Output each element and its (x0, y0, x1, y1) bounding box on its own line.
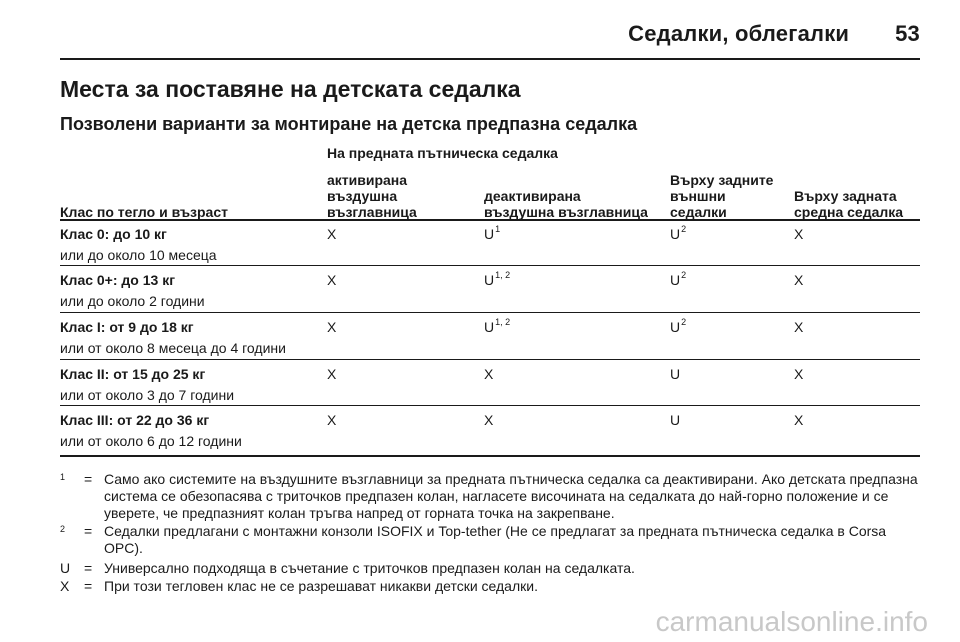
col-header-airbag-off: деактивирана въздушна възглавница (484, 188, 648, 220)
row-subtitle: или от около 8 месеца до 4 години (60, 340, 286, 356)
col-header-class: Клас по тегло и възраст (60, 204, 228, 220)
cell-airbag-on: X (327, 366, 337, 382)
footnote-equals: = (84, 523, 93, 539)
cell-airbag-on: X (327, 226, 337, 242)
section-title: Седалки, облегалки (628, 21, 850, 46)
row-subtitle: или до около 10 месеца (60, 247, 217, 263)
cell-airbag-off: U$^{1, 2}$ (484, 270, 511, 288)
cell-airbag-off: X (484, 412, 494, 428)
footnote-marker: X (60, 578, 70, 594)
table-head-rule (60, 219, 920, 221)
row-subtitle: или от около 6 до 12 години (60, 433, 242, 449)
footnote-marker: 1 (60, 472, 66, 482)
cell-airbag-off: U$^{1, 2}$ (484, 317, 511, 335)
table-subtitle: Позволени варианти за монтиране на детска предпазна седалка (60, 114, 638, 134)
cell-rear-outer: $U^2$ (670, 270, 687, 288)
footnote-text: Само ако системите на въздушните възглавници за предната пътническа седалка са деактивирани. Ако детската предпазна система се обезопасява с триточков предпазен колан, нагласете височината на седалката до най-горно положение и се уверете, че предпазният колан тръгва напред от горната точка на закрепване. (104, 471, 918, 521)
row-divider (60, 359, 920, 360)
footnote-text: Седалки предлагани с монтажни конзоли ISOFIX и Top-tether (Не се предлагат за предната пътническа седалка в Corsa OPC). (104, 523, 887, 556)
row-subtitle: или до около 2 години (60, 293, 205, 309)
cell-rear-middle: X (794, 226, 804, 242)
footnote-marker: U (60, 560, 71, 576)
footnote-u (60, 560, 922, 577)
cell-rear-outer: U (670, 366, 681, 382)
footnote-equals: = (84, 560, 93, 576)
row-divider (60, 405, 920, 406)
watermark: carmanualsonline.info (655, 606, 928, 637)
cell-airbag-off: X (484, 366, 494, 382)
row-divider (60, 265, 920, 266)
cell-rear-middle: X (794, 319, 804, 335)
table-bottom-rule (60, 455, 920, 457)
cell-airbag-on: X (327, 272, 337, 288)
page-header (60, 14, 920, 54)
footnote-equals: = (84, 471, 93, 487)
row-divider (60, 312, 920, 313)
row-title: Клас II: от 15 до 25 кг (60, 366, 206, 382)
cell-rear-middle: X (794, 412, 804, 428)
cell-airbag-off: $U^1$ (484, 224, 501, 242)
cell-rear-outer: $U^2$ (670, 317, 687, 335)
page-title: Места за поставяне на детската седалка (60, 76, 521, 102)
header-divider (60, 58, 920, 60)
col-header-rear-outer: Върху задните външни седалки (670, 172, 774, 220)
footnote-2 (60, 523, 922, 557)
footnote-marker: 2 (60, 524, 66, 534)
footnote-text: Универсално подходяща в съчетание с триточков предпазен колан на седалката. (104, 560, 635, 576)
front-seat-group-header: На предната пътническа седалка (327, 145, 558, 161)
row-title: Клас III: от 22 до 36 кг (60, 412, 210, 428)
row-subtitle: или от около 3 до 7 години (60, 387, 235, 403)
cell-rear-middle: X (794, 272, 804, 288)
footnote-x (60, 578, 922, 595)
page-number: 53 (895, 21, 920, 46)
col-header-airbag-on: активирана въздушна възглавница (327, 172, 417, 220)
row-title: Клас I: от 9 до 18 кг (60, 319, 194, 335)
cell-rear-outer: $U^2$ (670, 224, 687, 242)
footnote-equals: = (84, 578, 93, 594)
cell-airbag-on: X (327, 319, 337, 335)
cell-airbag-on: X (327, 412, 337, 428)
row-title: Клас 0: до 10 кг (60, 226, 167, 242)
cell-rear-outer: U (670, 412, 681, 428)
row-title: Клас 0+: до 13 кг (60, 272, 176, 288)
footnote-text: При този тегловен клас не се разрешават никакви детски седалки. (104, 578, 538, 594)
cell-rear-middle: X (794, 366, 804, 382)
footnote-1 (60, 471, 922, 522)
col-header-rear-middle: Върху задната средна седалка (794, 188, 904, 220)
